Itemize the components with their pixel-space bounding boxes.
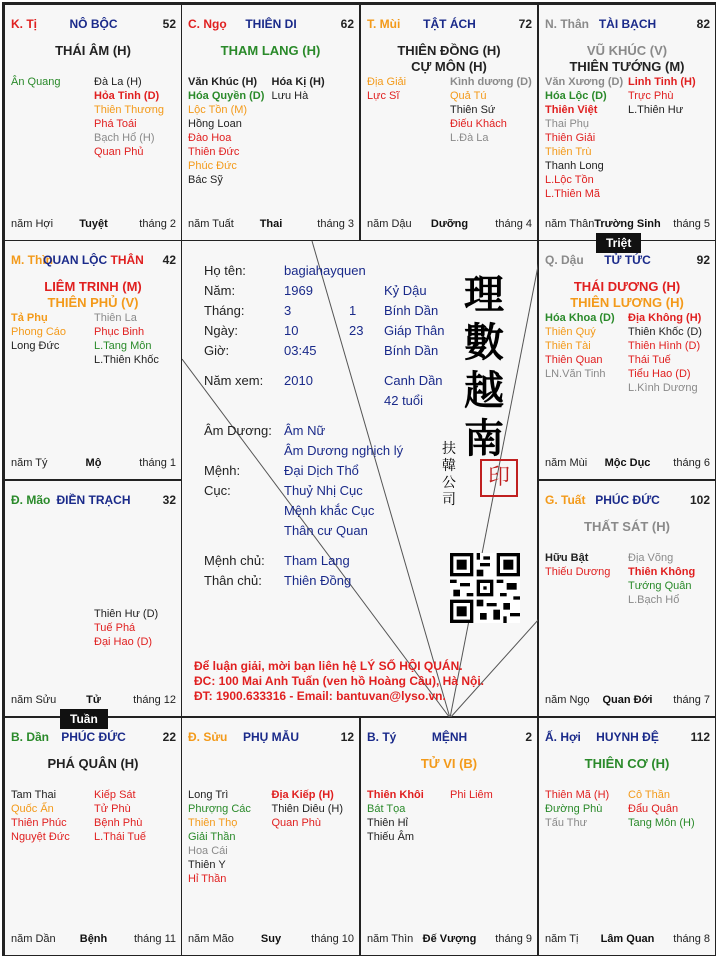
main-stars bbox=[5, 43, 181, 59]
red-seal-stamp: 印 bbox=[480, 459, 518, 497]
star-column-right bbox=[94, 788, 174, 844]
palace-header bbox=[367, 730, 532, 746]
year-label: năm Tuất bbox=[188, 218, 234, 230]
palace-number: 32 bbox=[162, 493, 176, 507]
life-stage: Suy bbox=[260, 933, 282, 945]
branch-label: Đ. Mão bbox=[11, 493, 51, 507]
main-star: THÁI ÂM (H) bbox=[55, 43, 131, 58]
minor-star: Quốc Ấn bbox=[11, 803, 54, 815]
minor-star: Tiểu Hao (D) bbox=[628, 368, 691, 380]
minor-star: Thiên Đức bbox=[188, 146, 240, 158]
minor-star: Hỏa Tinh (D) bbox=[94, 90, 160, 102]
minor-star: Văn Xương (D) bbox=[545, 76, 624, 88]
star-column-left bbox=[11, 75, 91, 89]
minor-star: Phượng Các bbox=[188, 803, 251, 815]
main-star: THÁI DƯƠNG (H) bbox=[573, 279, 681, 294]
palace-cell-mao[interactable] bbox=[4, 480, 182, 717]
life-stage: Lâm Quan bbox=[600, 933, 655, 945]
hour-label: Giờ: bbox=[204, 343, 230, 358]
minor-star: Thiên Hình (D) bbox=[628, 340, 701, 352]
than-chu-label: Thân chủ: bbox=[204, 573, 262, 588]
month-label: tháng 3 bbox=[317, 218, 354, 230]
palace-header bbox=[11, 17, 176, 33]
star-column-right bbox=[94, 551, 174, 649]
month-label: Tháng: bbox=[204, 303, 245, 318]
year-label: năm Hợi bbox=[11, 218, 54, 230]
minor-star: Giải Thần bbox=[188, 831, 236, 843]
life-stage: Thai bbox=[259, 218, 283, 230]
year-label: năm Sửu bbox=[11, 694, 57, 706]
life-stage: Trường Sinh bbox=[594, 218, 661, 230]
main-star: THIÊN PHỦ (V) bbox=[47, 295, 139, 310]
star-column-left bbox=[545, 311, 625, 381]
palace-cell-dan[interactable] bbox=[4, 717, 182, 956]
minor-star: L.Thái Tuế bbox=[94, 831, 146, 843]
minor-star: Đẩu Quân bbox=[628, 803, 679, 815]
palace-header bbox=[545, 730, 710, 746]
year-can: Kỷ Dậu bbox=[384, 283, 427, 298]
minor-star: Thiên Quan bbox=[545, 354, 603, 366]
main-stars bbox=[539, 279, 715, 311]
minor-star: Ân Quang bbox=[11, 76, 61, 88]
minor-star: Phong Cáo bbox=[11, 326, 67, 338]
minor-star: Thiên Diêu (H) bbox=[271, 803, 344, 815]
than-cu-note: Thân cư Quan bbox=[284, 523, 368, 538]
palace-cell-hoi[interactable] bbox=[538, 717, 716, 956]
palace-header bbox=[367, 17, 532, 33]
month-value: 3 bbox=[284, 303, 292, 318]
palace-name: PHÚC ĐỨC bbox=[61, 730, 126, 744]
star-column-right bbox=[272, 788, 352, 830]
main-stars bbox=[539, 756, 715, 772]
year-label: năm Thìn bbox=[367, 933, 414, 945]
minor-star: Thiên Hư (D) bbox=[94, 608, 159, 620]
minor-star: Lộc Tồn (M) bbox=[188, 104, 248, 116]
branch-label: G. Tuất bbox=[545, 493, 586, 507]
tuan-marker: Tuần bbox=[60, 709, 108, 729]
minor-star: Đào Hoa bbox=[188, 132, 232, 144]
life-stage: Mộ bbox=[85, 457, 102, 469]
minor-star: L.Kình Dương bbox=[628, 382, 698, 394]
view-year-can: Canh Dần bbox=[384, 373, 443, 388]
minor-star: Phá Toái bbox=[94, 118, 137, 130]
branch-label: Q. Dậu bbox=[545, 253, 584, 267]
main-star: LIÊM TRINH (M) bbox=[44, 279, 142, 294]
calligraphy-logo: 理 數 越 南 bbox=[464, 271, 504, 462]
month-label: tháng 1 bbox=[139, 457, 176, 469]
minor-star: Thai Phụ bbox=[545, 118, 590, 130]
amduong-label: Âm Dương: bbox=[204, 423, 272, 438]
palace-number: 42 bbox=[162, 253, 176, 267]
main-stars bbox=[539, 519, 715, 535]
star-column-left bbox=[545, 75, 625, 201]
minor-star bbox=[94, 565, 174, 579]
branch-label: K. Tị bbox=[11, 17, 37, 31]
life-stage: Bệnh bbox=[79, 933, 108, 945]
minor-star: Thanh Long bbox=[545, 160, 604, 172]
qr-code-icon bbox=[450, 553, 520, 623]
main-stars bbox=[361, 756, 537, 772]
minor-star: Thiên Thương bbox=[94, 104, 165, 116]
star-column-right bbox=[272, 75, 352, 103]
month-lunar: 1 bbox=[349, 303, 357, 318]
month-label: tháng 5 bbox=[673, 218, 710, 230]
minor-star: Thiên Quý bbox=[545, 326, 596, 338]
palace-name: TẬT ÁCH bbox=[423, 17, 476, 31]
year-label: năm Tý bbox=[11, 457, 48, 469]
contact-phone-email[interactable]: ĐT: 1900.633316 - Email: bantuvan@lyso.vn. bbox=[194, 689, 446, 703]
month-label: tháng 6 bbox=[673, 457, 710, 469]
palace-cell-dau[interactable] bbox=[538, 240, 716, 480]
star-column-left bbox=[11, 788, 91, 844]
minor-star: Thiên Không bbox=[628, 566, 696, 578]
name-value: bagiahayquen bbox=[284, 263, 366, 278]
minor-star: L.Lộc Tồn bbox=[545, 174, 594, 186]
minor-star: Đường Phù bbox=[545, 803, 603, 815]
minor-star: Hoa Cái bbox=[188, 845, 228, 857]
cuc-label: Cục: bbox=[204, 483, 231, 498]
minor-star bbox=[94, 593, 174, 607]
minor-star: Thiên Phúc bbox=[11, 817, 67, 829]
minor-star: Hữu Bật bbox=[545, 552, 589, 564]
main-stars bbox=[361, 43, 537, 75]
minor-star: Đại Hao (D) bbox=[94, 636, 153, 648]
minor-star: LN.Văn Tinh bbox=[545, 368, 606, 380]
minor-star: Thiên Giải bbox=[545, 132, 596, 144]
minor-star: Long Đức bbox=[11, 340, 60, 352]
branch-label: Đ. Sửu bbox=[188, 730, 228, 744]
palace-header bbox=[11, 493, 176, 509]
star-column-right bbox=[94, 75, 174, 159]
year-value: 1969 bbox=[284, 283, 313, 298]
branch-label: B. Tý bbox=[367, 730, 397, 744]
minor-star: Hóa Khoa (D) bbox=[545, 312, 615, 324]
year-label: năm Mão bbox=[188, 933, 234, 945]
palace-footer bbox=[11, 218, 176, 232]
minor-star: Tấu Thư bbox=[545, 817, 588, 829]
day-label: Ngày: bbox=[204, 323, 238, 338]
branch-label: M. Thìn bbox=[11, 253, 53, 267]
star-column-right bbox=[628, 75, 708, 117]
star-column-right bbox=[450, 788, 530, 802]
month-label: tháng 2 bbox=[139, 218, 176, 230]
life-stage: Đế Vượng bbox=[422, 933, 477, 945]
palace-header bbox=[188, 730, 354, 746]
branch-label: Ấ. Hợi bbox=[545, 730, 581, 744]
minor-star: Tử Phù bbox=[94, 803, 131, 815]
day-can: Giáp Thân bbox=[384, 323, 445, 338]
age-value: 42 tuổi bbox=[384, 393, 424, 408]
minor-star: Bác Sỹ bbox=[188, 174, 223, 186]
menh-chu-label: Mệnh chủ: bbox=[204, 553, 265, 568]
minor-star: Hóa Kị (H) bbox=[271, 76, 325, 88]
star-column-left bbox=[188, 788, 268, 886]
minor-star: Tuế Phá bbox=[94, 622, 136, 634]
main-star: THIÊN TƯỚNG (M) bbox=[569, 59, 685, 74]
cuc-note: Mệnh khắc Cục bbox=[284, 503, 375, 518]
minor-star: Lực Sĩ bbox=[367, 90, 400, 102]
palace-number: 82 bbox=[696, 17, 710, 31]
minor-star: Tang Môn (H) bbox=[628, 817, 695, 829]
main-stars bbox=[539, 43, 715, 75]
minor-star: Kình dương (D) bbox=[450, 76, 532, 88]
palace-footer bbox=[367, 933, 532, 947]
month-label: tháng 7 bbox=[673, 694, 710, 706]
minor-star: Thiên Tài bbox=[545, 340, 591, 352]
life-stage: Quan Đới bbox=[602, 694, 653, 706]
palace-name: THIÊN DI bbox=[245, 17, 297, 31]
minor-star: Kiếp Sát bbox=[94, 789, 136, 801]
minor-star: Địa Không (H) bbox=[628, 312, 702, 324]
palace-cell-tuat[interactable] bbox=[538, 480, 716, 717]
palace-number: 22 bbox=[162, 730, 176, 744]
minor-star: Bát Tọa bbox=[367, 803, 406, 815]
minor-star: Quả Tú bbox=[450, 90, 487, 102]
palace-header bbox=[11, 730, 176, 746]
branch-label: B. Dần bbox=[11, 730, 50, 744]
star-column-left bbox=[367, 75, 447, 103]
year-label: năm Thân bbox=[545, 218, 595, 230]
minor-star: Phi Liêm bbox=[450, 789, 493, 801]
palace-header bbox=[11, 253, 176, 269]
minor-star: Thiên La bbox=[94, 312, 137, 324]
day-value: 10 bbox=[284, 323, 299, 338]
star-column-right bbox=[450, 75, 530, 145]
minor-star: Quan Phù bbox=[271, 817, 322, 829]
star-column-left bbox=[188, 75, 268, 187]
minor-star: Thiên Y bbox=[188, 859, 226, 871]
palace-footer bbox=[188, 933, 354, 947]
branch-label: T. Mùi bbox=[367, 17, 401, 31]
palace-name: PHÚC ĐỨC bbox=[595, 493, 660, 507]
palace-footer bbox=[188, 218, 354, 232]
minor-star: Thiếu Âm bbox=[367, 831, 415, 843]
palace-cell-mui[interactable] bbox=[360, 4, 538, 241]
minor-star bbox=[94, 579, 174, 593]
minor-star: Hóa Lộc (D) bbox=[545, 90, 607, 102]
palace-name: TỬ TỨC bbox=[604, 253, 651, 267]
star-column-left bbox=[11, 311, 91, 353]
month-label: tháng 9 bbox=[495, 933, 532, 945]
minor-star: Thiên Trù bbox=[545, 146, 592, 158]
minor-star: Thiên Việt bbox=[545, 104, 598, 116]
palace-number: 102 bbox=[689, 493, 710, 507]
month-can: Bính Dần bbox=[384, 303, 439, 318]
palace-name: TÀI BẠCH bbox=[598, 17, 657, 31]
minor-star: Địa Kiếp (H) bbox=[271, 789, 334, 801]
minor-star: Hóa Quyền (D) bbox=[188, 90, 265, 102]
calligraphy-subtitle: 扶 韓 公 司 bbox=[442, 441, 456, 508]
palace-name: QUAN LỘC THÂN bbox=[43, 253, 144, 267]
minor-star: Địa Giải bbox=[367, 76, 407, 88]
minor-star: Thiên Khôi bbox=[367, 789, 424, 801]
minor-star: Tam Thai bbox=[11, 789, 57, 801]
star-column-right bbox=[628, 311, 708, 395]
palace-name: PHỤ MẪU bbox=[243, 730, 299, 744]
palace-footer bbox=[545, 694, 710, 708]
main-star: CỰ MÔN (H) bbox=[411, 59, 487, 74]
palace-header bbox=[545, 253, 710, 269]
view-year-value: 2010 bbox=[284, 373, 313, 388]
amduong-value: Âm Nữ bbox=[284, 423, 326, 438]
minor-star: L.Đà La bbox=[450, 132, 489, 144]
star-column-right bbox=[628, 551, 708, 607]
star-column-right bbox=[628, 788, 708, 830]
contact-info bbox=[194, 659, 484, 704]
minor-star: Văn Khúc (H) bbox=[188, 76, 258, 88]
minor-star: Phúc Đức bbox=[188, 160, 237, 172]
day-lunar: 23 bbox=[349, 323, 364, 338]
month-label: tháng 12 bbox=[133, 694, 176, 706]
minor-star: Địa Võng bbox=[628, 552, 674, 564]
palace-number: 12 bbox=[340, 730, 354, 744]
minor-star: Thái Tuế bbox=[628, 354, 671, 366]
contact-address: ĐC: 100 Mai Anh Tuấn (ven hồ Hoàng Cầu), Hà Nội. bbox=[194, 674, 485, 688]
star-column-left bbox=[545, 788, 625, 830]
palace-footer bbox=[545, 933, 710, 947]
main-star: THIÊN LƯƠNG (H) bbox=[570, 295, 684, 310]
palace-footer bbox=[367, 218, 532, 232]
minor-star: L.Bạch Hổ bbox=[628, 594, 680, 606]
palace-number: 72 bbox=[518, 17, 532, 31]
palace-number: 92 bbox=[696, 253, 710, 267]
year-label: năm Dần bbox=[11, 933, 56, 945]
view-year-label: Năm xem: bbox=[204, 373, 264, 388]
minor-star: L.Thiên Khốc bbox=[94, 354, 159, 366]
hour-value: 03:45 bbox=[284, 343, 317, 358]
minor-star: Tả Phụ bbox=[11, 312, 48, 324]
life-stage: Mộc Dục bbox=[604, 457, 651, 469]
minor-star: Nguyệt Đức bbox=[11, 831, 70, 843]
palace-header bbox=[545, 493, 710, 509]
palace-cell-thin[interactable] bbox=[4, 240, 182, 480]
palace-footer bbox=[11, 933, 176, 947]
life-stage: Tuyệt bbox=[79, 218, 108, 230]
palace-footer bbox=[11, 694, 176, 708]
main-stars bbox=[5, 756, 181, 772]
year-label: năm Dậu bbox=[367, 218, 412, 230]
minor-star: Bạch Hổ (H) bbox=[94, 132, 155, 144]
center-info-panel bbox=[181, 240, 538, 717]
minor-star: Thiên Sứ bbox=[450, 104, 496, 116]
minor-star: Thiếu Dương bbox=[545, 566, 611, 578]
branch-label: N. Thân bbox=[545, 17, 589, 31]
minor-star: L.Thiên Mã bbox=[545, 188, 601, 200]
amduong-note: Âm Dương nghịch lý bbox=[284, 443, 404, 458]
main-star: THIÊN ĐỒNG (H) bbox=[397, 43, 501, 58]
month-label: tháng 8 bbox=[673, 933, 710, 945]
cuc-value: Thuỷ Nhị Cục bbox=[284, 483, 363, 498]
palace-cell-suu[interactable] bbox=[181, 717, 360, 956]
minor-star: Bệnh Phù bbox=[94, 817, 143, 829]
minor-star: Trực Phù bbox=[628, 90, 674, 102]
palace-name: MỆNH bbox=[431, 730, 468, 744]
minor-star: L.Thiên Hư bbox=[628, 104, 684, 116]
hour-can: Bính Dần bbox=[384, 343, 439, 358]
minor-star: Thiên Hỉ bbox=[367, 817, 408, 829]
palace-cell-ty[interactable] bbox=[360, 717, 538, 956]
minor-star: L.Tang Môn bbox=[94, 340, 152, 352]
month-label: tháng 10 bbox=[311, 933, 354, 945]
minor-star: Cô Thần bbox=[628, 789, 670, 801]
main-star: THAM LANG (H) bbox=[220, 43, 321, 58]
minor-star: Quan Phủ bbox=[94, 146, 144, 158]
main-star: VŨ KHÚC (V) bbox=[586, 43, 668, 58]
palace-number: 52 bbox=[162, 17, 176, 31]
minor-star: Thiên Khốc (D) bbox=[628, 326, 702, 338]
year-label: năm Mùi bbox=[545, 457, 588, 469]
year-label: năm Ngọ bbox=[545, 694, 590, 706]
main-star: TỬ VI (B) bbox=[420, 756, 478, 771]
life-stage: Tử bbox=[86, 694, 101, 706]
minor-star: Thiên Thọ bbox=[188, 817, 238, 829]
palace-cell-ti[interactable] bbox=[4, 4, 182, 241]
palace-number: 62 bbox=[340, 17, 354, 31]
palace-cell-ngo[interactable] bbox=[181, 4, 360, 241]
star-column-left bbox=[367, 788, 447, 844]
month-label: tháng 4 bbox=[495, 218, 532, 230]
year-label: năm Tị bbox=[545, 933, 579, 945]
minor-star: Hồng Loan bbox=[188, 118, 242, 130]
minor-star: Điếu Khách bbox=[450, 118, 507, 130]
minor-star: Long Trì bbox=[188, 789, 229, 801]
palace-number: 112 bbox=[690, 730, 710, 744]
palace-name: ĐIỀN TRẠCH bbox=[56, 493, 131, 507]
palace-number: 2 bbox=[525, 730, 532, 744]
palace-header bbox=[188, 17, 354, 33]
triet-marker: Triệt bbox=[596, 233, 641, 253]
palace-footer bbox=[545, 218, 710, 232]
branch-label: C. Ngọ bbox=[188, 17, 227, 31]
minor-star: Lưu Hà bbox=[271, 90, 309, 102]
menh-value: Đại Dịch Thổ bbox=[284, 463, 359, 478]
minor-star bbox=[94, 551, 174, 565]
palace-name: NÔ BỘC bbox=[69, 17, 118, 31]
month-label: tháng 11 bbox=[133, 933, 176, 945]
minor-star: Linh Tinh (H) bbox=[628, 76, 696, 88]
contact-line-1: Để luận giải, mời bạn liên hệ LÝ SỐ HỘI QUÁN. bbox=[194, 659, 463, 673]
minor-star: Đà La (H) bbox=[94, 76, 142, 88]
main-star: THIÊN CƠ (H) bbox=[584, 756, 670, 771]
life-stage: Dưỡng bbox=[430, 218, 469, 230]
main-star: PHÁ QUÂN (H) bbox=[47, 756, 139, 771]
menh-label: Mệnh: bbox=[204, 463, 241, 478]
minor-star: Hỉ Thần bbox=[188, 873, 227, 885]
minor-star: Phục Binh bbox=[94, 326, 145, 338]
palace-footer bbox=[11, 457, 176, 471]
minor-star: Tướng Quân bbox=[628, 580, 692, 592]
palace-cell-than[interactable] bbox=[538, 4, 716, 241]
than-chu-value: Thiên Đồng bbox=[284, 573, 352, 588]
star-column-left bbox=[545, 551, 625, 579]
menh-chu-value: Tham Lang bbox=[284, 553, 350, 568]
main-stars bbox=[5, 279, 181, 311]
minor-star: Thiên Mã (H) bbox=[545, 789, 610, 801]
palace-footer bbox=[545, 457, 710, 471]
name-label: Họ tên: bbox=[204, 263, 246, 278]
main-star: THẤT SÁT (H) bbox=[584, 519, 670, 534]
palace-name: HUYNH ĐỆ bbox=[596, 730, 659, 744]
palace-header bbox=[545, 17, 710, 33]
year-label: Năm: bbox=[204, 283, 236, 298]
main-stars bbox=[182, 43, 359, 59]
star-column-right bbox=[94, 311, 174, 367]
